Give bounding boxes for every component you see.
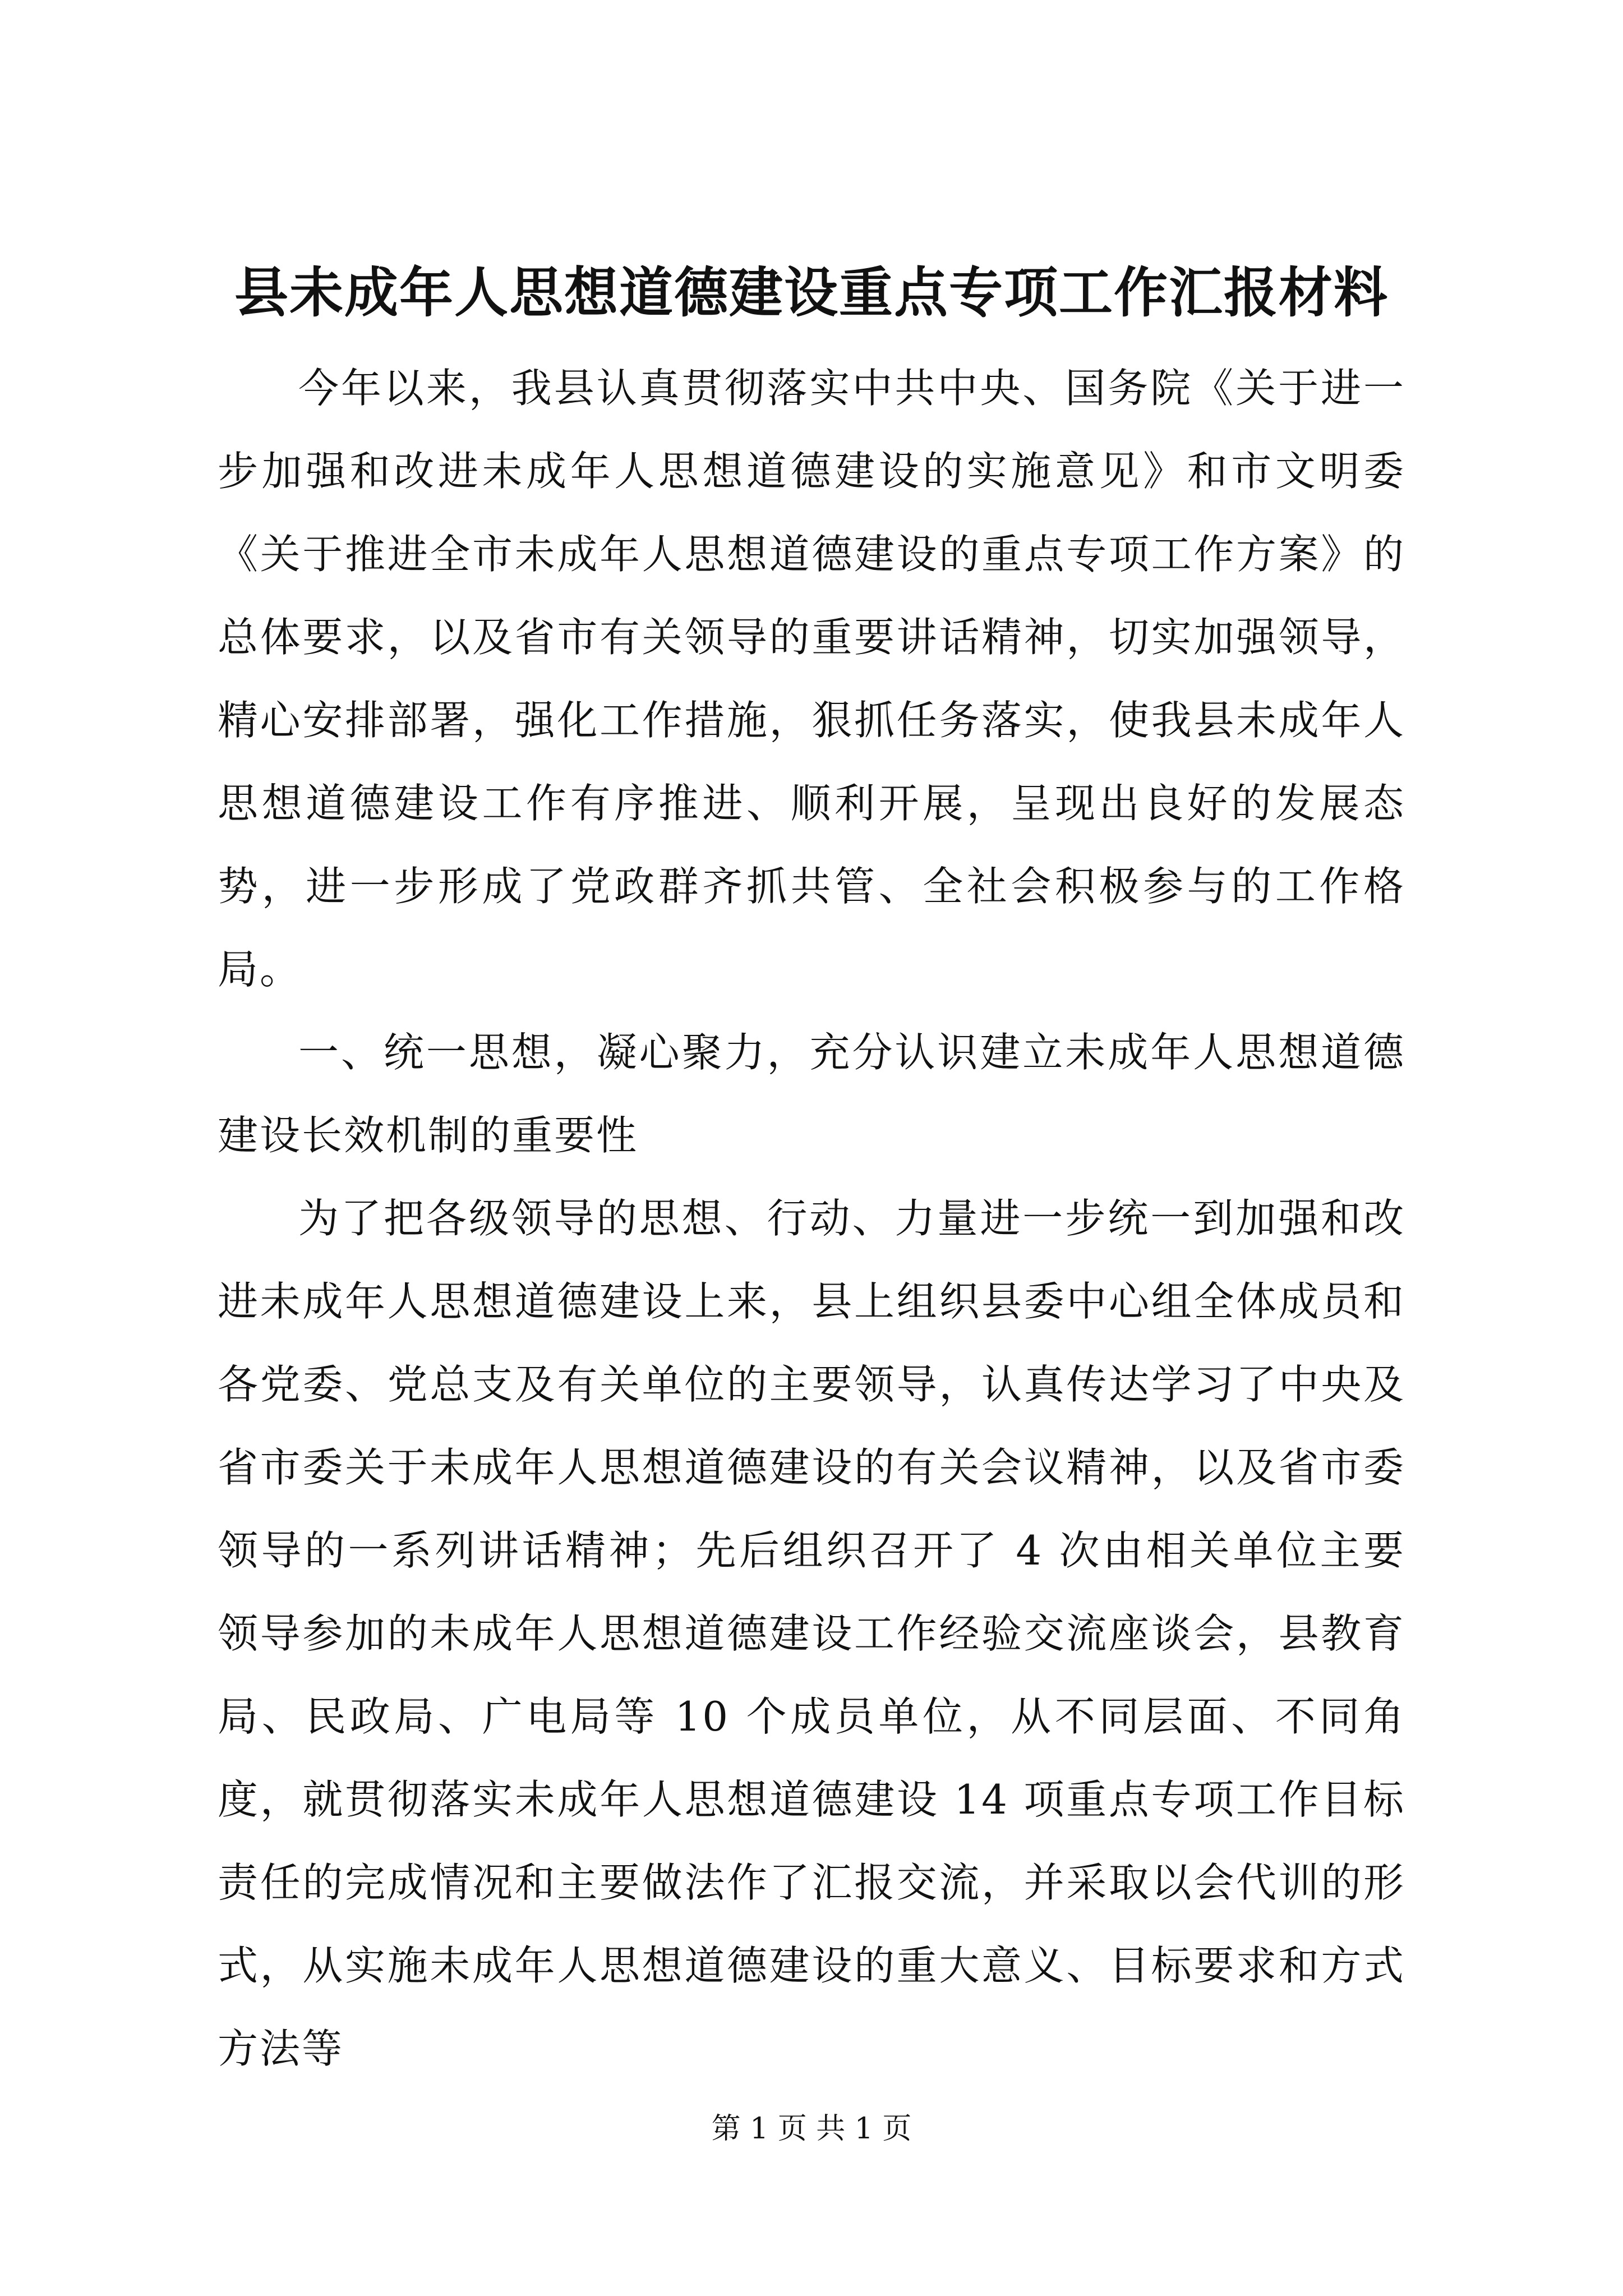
- page-footer: 第 1 页 共 1 页: [711, 2112, 912, 2146]
- section-heading-1: 一、统一思想，凝心聚力，充分认识建立未成年人思想道德建设长效机制的重要性: [218, 1029, 1405, 1159]
- document-body: [218, 347, 1405, 2090]
- document-title: 县未成年人思想道德建设重点专项工作汇报材料: [234, 261, 1389, 324]
- paragraph-intro: 今年以来，我县认真贯彻落实中共中央、国务院《关于进一步加强和改进未成年人思想道德建设的实施意见》和市文明委《关于推进全市未成年人思想道德建设的重点专项工作方案》的总体要求，以及省市有关领导的重要讲话精神，切实加强领导，精心安排部署，强化工作措施，狠抓任务落实，使我县未成年人思想道德建设工作有序推进、顺利开展，呈现出良好的发展态势，进一步形成了党政群齐抓共管、全社会积极参与的工作格局。: [218, 365, 1405, 993]
- document-content: [218, 251, 1405, 2090]
- paragraph-section-1: 为了把各级领导的思想、行动、力量进一步统一到加强和改进未成年人思想道德建设上来，县上组织县委中心组全体成员和各党委、党总支及有关单位的主要领导，认真传达学习了中央及省市委关于未成年人思想道德建设的有关会议精神，以及省市委领导的一系列讲话精神；先后组织召开了 4 次由相关单位主要领导参加的未成年人思想道德建设工作经验交流座谈会，县教育局、民政局、广电局等 10 个成员单位，从不同层面、不同角度，就贯彻落实未成年人思想道德建设 14 项重点专项工作目标责任的完成情况和主要做法作了汇报交流，并采取以会代训的形式，从实施未成年人思想道德建设的重大意义、目标要求和方式方法等: [218, 1195, 1405, 2072]
